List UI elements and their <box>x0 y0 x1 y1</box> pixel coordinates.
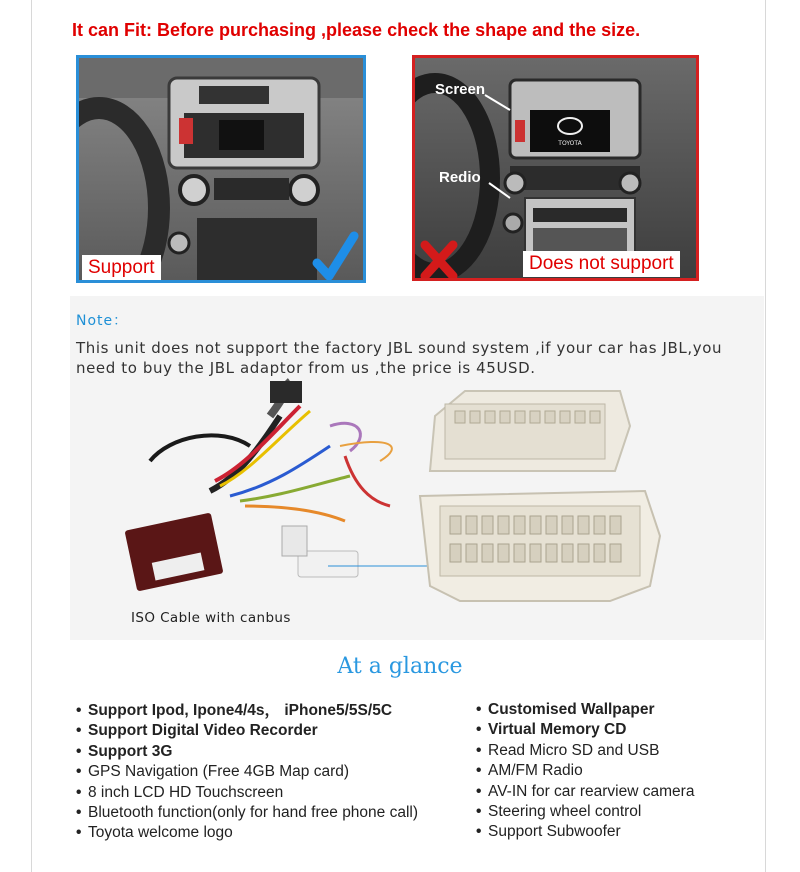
feature-item <box>476 782 694 802</box>
feature-item <box>476 700 694 720</box>
feature-text: Bluetooth function(only for hand free phone call) <box>88 803 419 821</box>
unsupported-dashboard-photo <box>412 55 699 281</box>
note-title: Note： <box>76 313 129 329</box>
bullet-icon: • <box>76 742 82 760</box>
bullet-icon: • <box>476 721 482 739</box>
supported-dashboard-illustration <box>79 58 363 280</box>
feature-item <box>476 761 694 781</box>
feature-text: AV-IN for car rearview camera <box>488 782 695 800</box>
bullet-icon: • <box>76 824 82 842</box>
feature-item <box>76 783 418 803</box>
features-left-list <box>76 701 418 844</box>
feature-text: 8 inch LCD HD Touchscreen <box>88 783 284 801</box>
bullet-icon: • <box>476 762 482 780</box>
not-support-label: Does not support <box>523 251 680 277</box>
feature-text: Support 3G <box>88 742 173 760</box>
bullet-icon: • <box>476 802 482 820</box>
feature-text: Support Digital Video Recorder <box>88 722 318 740</box>
iso-cable-image <box>125 381 392 591</box>
fit-headline: It can Fit: Before purchasing ,please check the shape and the size. <box>72 20 641 40</box>
bullet-icon: • <box>476 701 482 718</box>
feature-item <box>76 803 418 823</box>
bullet-icon: • <box>76 803 82 821</box>
support-label: Support <box>82 255 161 281</box>
feature-text: Virtual Memory CD <box>488 721 627 739</box>
at-a-glance-heading: At a glance <box>337 654 463 679</box>
feature-text: Toyota welcome logo <box>88 824 233 842</box>
feature-text: Steering wheel control <box>488 802 642 820</box>
feature-text: Support Ipod, Ipone4/4s， iPhone5/5S/5C <box>88 702 393 719</box>
screen-callout: Screen <box>435 81 486 98</box>
iso-cable-caption: ISO Cable with canbus <box>131 610 291 626</box>
feature-item <box>476 802 694 822</box>
feature-item <box>76 823 418 843</box>
feature-item <box>76 701 418 721</box>
jbl-connector-image <box>420 391 660 601</box>
features-right-list <box>476 700 694 843</box>
note-body: This unit does not support the factory JBL sound system ,if your car has JBL,you need to buy the JBL adaptor from us ,the price is 45USD. <box>76 339 723 377</box>
feature-item <box>76 762 418 782</box>
bullet-icon: • <box>76 783 82 801</box>
bullet-icon: • <box>76 722 82 740</box>
feature-text: GPS Navigation (Free 4GB Map card) <box>88 763 350 781</box>
radio-callout: Redio <box>439 169 481 186</box>
feature-item <box>476 720 694 740</box>
feature-text: AM/FM Radio <box>488 762 583 780</box>
feature-item <box>76 721 418 741</box>
feature-item <box>76 742 418 762</box>
bullet-icon: • <box>476 823 482 841</box>
bullet-icon: • <box>476 741 482 759</box>
feature-item <box>476 741 694 761</box>
bullet-icon: • <box>76 702 82 719</box>
feature-text: Read Micro SD and USB <box>488 741 660 759</box>
feature-text: Customised Wallpaper <box>488 701 655 718</box>
bullet-icon: • <box>476 782 482 800</box>
toyota-logo-text: TOYOTA <box>558 140 582 147</box>
bullet-icon: • <box>76 763 82 781</box>
supported-dashboard-photo <box>76 55 366 283</box>
feature-text: Support Subwoofer <box>488 823 621 841</box>
feature-item <box>476 822 694 842</box>
